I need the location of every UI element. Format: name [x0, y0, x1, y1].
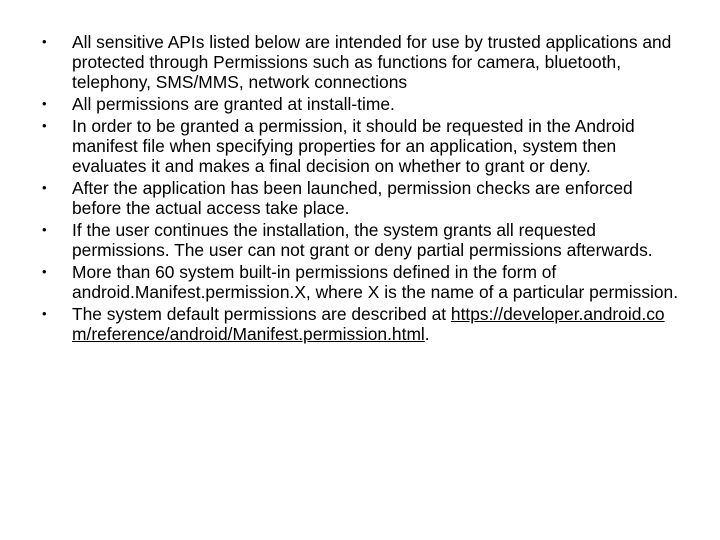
bullet-item-6 [42, 262, 682, 302]
android-permissions-link[interactable]: https://developer.android.com/reference/android/Manifest.permission.html [72, 304, 665, 344]
bullet-item-7 [42, 304, 682, 344]
bullet-text: All sensitive APIs listed below are intended for use by trusted applications and protected through Permissions such as functions for camera, bluetooth, telephony, SMS/MMS, network connections [72, 32, 672, 92]
bullet-icon: • [42, 118, 47, 133]
bullet-suffix: . [424, 324, 430, 344]
bullet-icon: • [42, 264, 47, 279]
bullet-text: After the application has been launched, permission checks are enforced before the actual access take place. [72, 178, 633, 218]
bullet-text: If the user continues the installation, the system grants all requested permissions. The user can not grant or deny partial permissions afterwards. [72, 220, 653, 260]
bullet-item-1 [42, 32, 682, 92]
bullet-text: In order to be granted a permission, it should be requested in the Android manifest file when specifying properties for an application, system then evaluates it and makes a final decision on whether to grant or deny. [72, 116, 635, 176]
bullet-icon: • [42, 34, 47, 49]
bullet-item-5 [42, 220, 682, 260]
bullet-icon: • [42, 222, 47, 237]
bullet-icon: • [42, 96, 47, 111]
bullet-text: More than 60 system built-in permissions defined in the form of android.Manifest.permission.X, where X is the name of a particular permission. [72, 262, 679, 302]
bullet-text: The system default permissions are described at [72, 304, 451, 324]
bullet-icon: • [42, 180, 47, 195]
bullet-item-2 [42, 94, 682, 114]
bullet-item-4 [42, 178, 682, 218]
bullet-item-3 [42, 116, 682, 176]
bullet-list [42, 32, 682, 346]
bullet-icon: • [42, 306, 47, 321]
bullet-text: All permissions are granted at install-time. [72, 94, 395, 114]
